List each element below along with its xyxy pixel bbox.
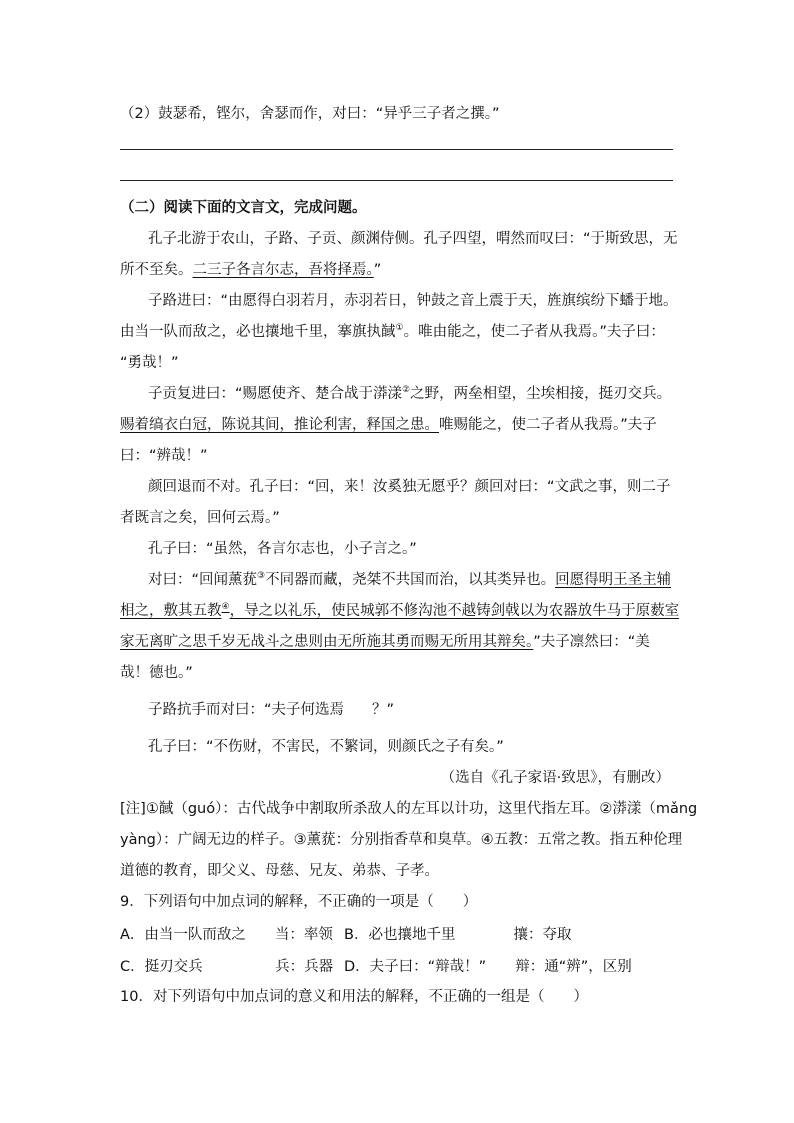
option-d: D．夫子曰：“辩哉！” 辩：通“辨”，区别 xyxy=(344,959,632,975)
footnote-mark: ② xyxy=(402,385,411,396)
note-line: [注]①馘（guó）：古代战争中割取所杀敌人的左耳以计功，这里代指左耳。②漭漾（mǎng xyxy=(120,801,698,817)
passage-text: ？” xyxy=(372,702,395,718)
footnote-mark: ④ xyxy=(221,602,230,613)
passage-line xyxy=(120,415,657,435)
answer-line-1 xyxy=(120,149,673,150)
passage-text: 子路抗手而对曰：“夫子何选焉 xyxy=(148,702,345,718)
passage-line: 孔子曰：“虽然，各言尔志也，小子言之。” xyxy=(148,541,417,557)
passage-line xyxy=(148,384,671,404)
underlined-sentence: 家无离旷之思千岁无战斗之患则由无所施其勇而赐无所用其辩矣。 xyxy=(120,634,534,650)
passage-text: 不同器而藏，尧桀不共国而治，以其类异也。 xyxy=(265,572,556,588)
underlined-sentence: ，导之以礼乐， xyxy=(229,603,332,619)
question-stem: 9．下列语句中加点词的解释，不正确的一项是（ ） xyxy=(120,894,478,910)
passage-line: 子路进曰：“由愿得白羽若月，赤羽若日，钟鼓之音上震于天，旌旗缤纷下蟠于地。 xyxy=(148,293,678,309)
passage-line xyxy=(120,322,665,342)
footnote-mark: ③ xyxy=(257,571,266,582)
option-b: B．必也攘地千里 攘：夺取 xyxy=(344,927,572,943)
passage-line: 者既言之矣，回何云焉。” xyxy=(120,510,280,526)
passage-line: 孔子曰：“不伤财，不害民，不繁词，则颜氏之子有矣。” xyxy=(148,739,504,755)
passage-line: 孔子北游于农山，子路、子贡、颜渊侍侧。孔子四望，喟然而叹曰：“于斯致思，无 xyxy=(148,231,678,247)
passage-text: 对曰：“回闻薰莸 xyxy=(148,572,258,588)
section-title: （二）阅读下面的文言文，完成问题。 xyxy=(120,200,367,216)
underlined-sentence: 二三子各言尔志，吾将择焉。 xyxy=(192,262,374,278)
underlined-sentence: 相之，敷其五教 xyxy=(120,603,222,619)
passage-text: 之野，两垒相望，尘埃相接，挺刃交兵。 xyxy=(410,386,672,402)
passage-line xyxy=(120,601,679,621)
underlined-sentence: 使民城郭不修沟池不越铸剑戟以为农器放牛马于原薮室 xyxy=(331,603,680,619)
passage-text: 。唯由能之，使二子者从我焉。”夫子曰： xyxy=(403,324,665,340)
option-a: A．由当一队而敌之 当：率领 xyxy=(120,927,333,943)
passage-text: 由当一队而敌之，必也攘地千里，搴旗执馘 xyxy=(120,324,396,340)
passage-line xyxy=(148,570,671,590)
passage-text: ” xyxy=(373,262,382,278)
option-c: C．挺刃交兵 兵：兵器 xyxy=(120,959,334,975)
answer-line-2 xyxy=(120,180,673,181)
question-10-stem: 10．对下列语句中加点词的意义和用法的解释，不正确的一组是（ ） xyxy=(120,989,588,1005)
underlined-sentence: 回愿得明王圣主辅 xyxy=(555,572,672,588)
note-line: yàng）：广阔无边的样子。③薰莸：分别指香草和臭草。④五教：五常之教。指五种伦理 xyxy=(120,832,683,848)
passage-text: 子贡复进曰：“赐愿使齐、楚合战于漭漾 xyxy=(148,386,403,402)
passage-line: 颜回退而不对。孔子曰：“回，来！汝奚独无愿乎？颜回对曰：“文武之事，则二子 xyxy=(148,479,671,495)
note-line: 道德的教育，即父义、母慈、兄友、弟恭、子孝。 xyxy=(120,863,439,879)
question-2-item: （2）鼓瑟希，铿尔，舍瑟而作，对曰：“异乎三子者之撰。” xyxy=(120,106,500,122)
passage-line xyxy=(120,632,650,652)
passage-text: ”夫子凛然曰：“美 xyxy=(533,634,650,650)
passage-text: 所不至矣。 xyxy=(120,262,193,278)
passage-line: 曰：“辨哉！” xyxy=(120,448,208,464)
source-citation: （选自《孔子家语·致思》，有删改） xyxy=(440,770,670,786)
footnote-mark: ① xyxy=(395,323,404,334)
underlined-sentence: 赐着缟衣白冠，陈说其间，推论利害，释国之患。 xyxy=(120,417,439,433)
passage-line xyxy=(120,260,381,280)
passage-line: 哉！德也。” xyxy=(120,665,193,681)
passage-text: 唯赐能之，使二子者从我焉。”夫子 xyxy=(439,417,657,433)
passage-line xyxy=(148,700,394,720)
passage-line: “勇哉！” xyxy=(120,355,179,371)
